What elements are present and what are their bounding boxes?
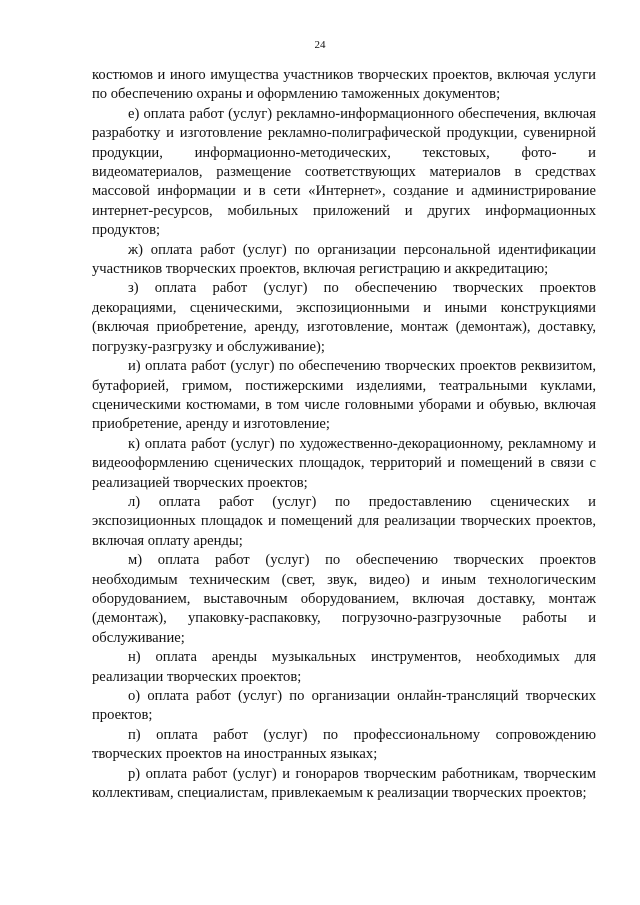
paragraph-item-l: л) оплата работ (услуг) по предоставлению сценических и экспозиционных площадок и помещений для реализации творческих проектов, включая оплату аренды;	[92, 493, 596, 549]
document-body	[92, 66, 596, 803]
paragraph-item-n: н) оплата аренды музыкальных инструментов, необходимых для реализации творческих проектов;	[92, 649, 596, 685]
paragraph-item-m: м) оплата работ (услуг) по обеспечению творческих проектов необходимым техническим (свет, звук, видео) и иным технологическим оборудованием, выставочным оборудованием, включая доставку, монтаж (демонтаж), упаковку-распаковку, погрузочно-разгрузочные работы и обслуживание;	[92, 552, 596, 646]
paragraph-item-zh: ж) оплата работ (услуг) по организации персональной идентификации участников творческих проектов, включая регистрацию и аккредитацию;	[92, 241, 596, 278]
paragraph-item-e: е) оплата работ (услуг) рекламно-информационного обеспечения, включая разработку и изготовление рекламно-полиграфической продукции, сувенирной продукции, информационно-методических, текстовых, фото- и видеоматериалов, размещение соответствующих материалов в средствах массовой информации и в сети «Интернет», создание и администрирование интернет-ресурсов, мобильных приложений и других информационных продуктов;	[92, 105, 596, 239]
paragraph-item-k: к) оплата работ (услуг) по художественно-декорационному, рекламному и видеооформлению сценических площадок, территорий и помещений в связи с реализацией творческих проектов;	[92, 435, 596, 491]
paragraph-continuation: костюмов и иного имущества участников творческих проектов, включая услуги по обеспечению охраны и оформлению таможенных документов;	[92, 67, 596, 103]
paragraph-item-r: р) оплата работ (услуг) и гонораров творческим работникам, творческим коллективам, специалистам, привлекаемым к реализации творческих проектов;	[92, 765, 596, 802]
paragraph-item-o: о) оплата работ (услуг) по организации онлайн-трансляций творческих проектов;	[92, 688, 596, 724]
paragraph-item-p: п) оплата работ (услуг) по профессиональному сопровождению творческих проектов на иностранных языках;	[92, 726, 596, 763]
page-number: 24	[314, 39, 326, 51]
paragraph-item-i: и) оплата работ (услуг) по обеспечению творческих проектов реквизитом, бутафорией, гримом, постижерскими изделиями, театральными куклами, сценическими костюмами, в том числе головными уборами и обувью, включая приобретение, аренду и изготовление;	[92, 358, 596, 433]
paragraph-item-z: з) оплата работ (услуг) по обеспечению творческих проектов декорациями, сценическими, экспозиционными и иными конструкциями (включая приобретение, аренду, изготовление, монтаж (демонтаж), доставку, погрузку-разгрузку и обслуживание);	[92, 280, 596, 355]
